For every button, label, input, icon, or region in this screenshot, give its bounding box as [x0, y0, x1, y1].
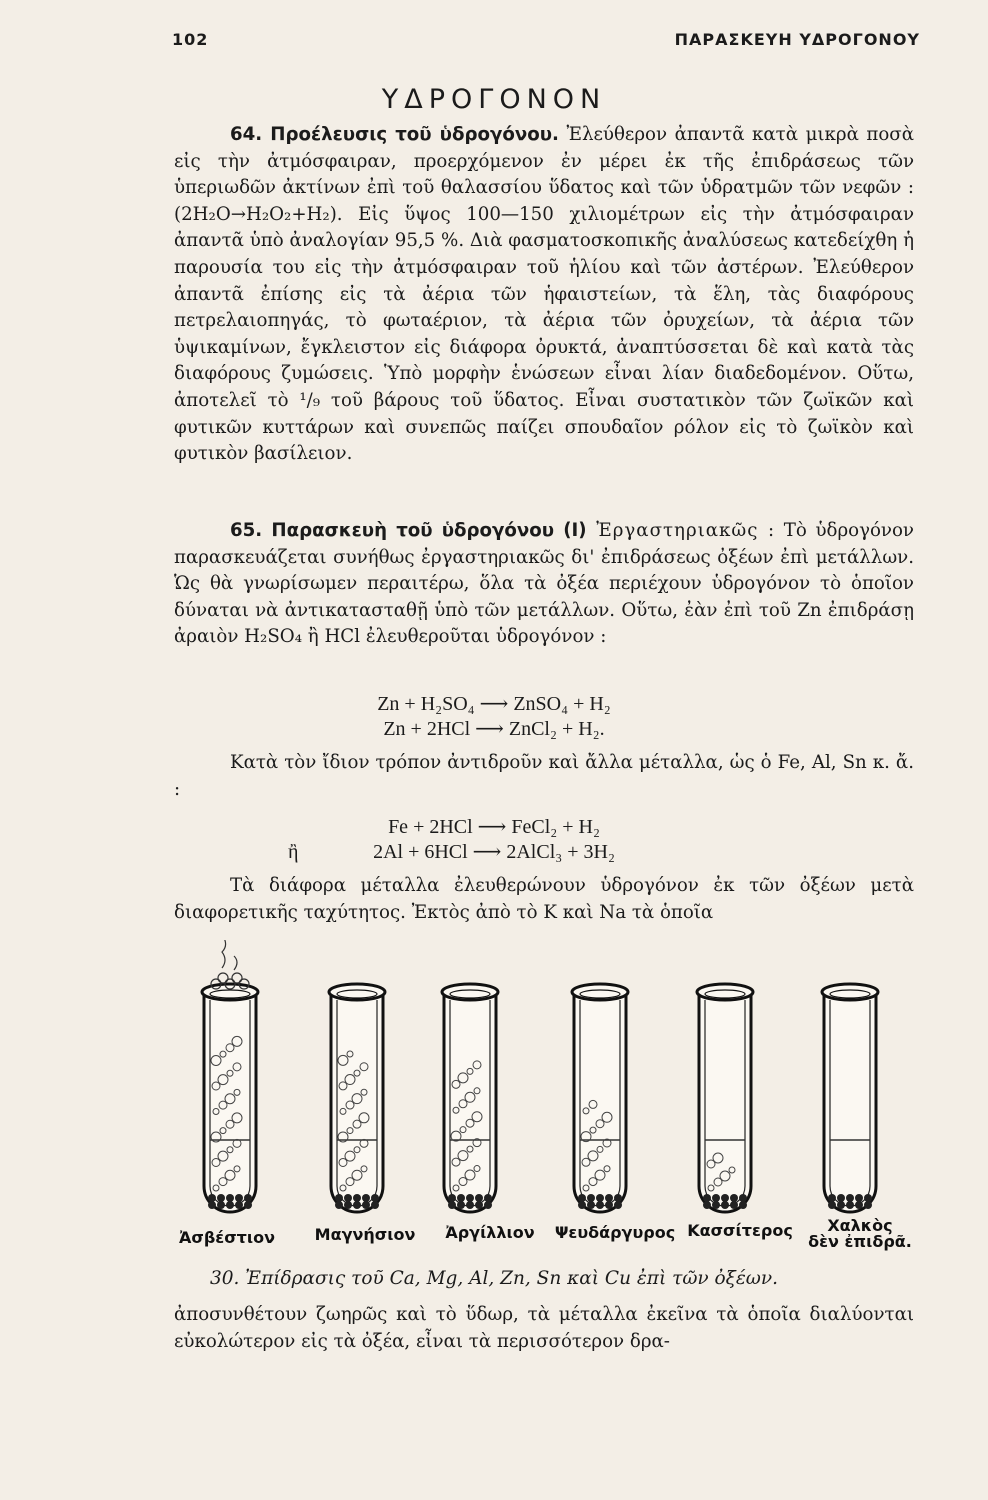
test-tube	[697, 984, 753, 1212]
paragraph-speed-text: Τὰ διάφορα μέταλλα ἐλευθερώνουν ὑδρογόνον ἐκ τῶν ὀξέων μετὰ διαφορετικῆς ταχύτητος. Ἐκτὸς ἀπὸ τὸ K καὶ Na τὰ ὁποῖα	[174, 875, 914, 923]
tube-label-zinc: Ψευδάργυρος	[554, 1223, 676, 1242]
section-65	[174, 518, 914, 651]
equation-line: Fe + 2HCl ⟶ FeCl₂ + H₂	[388, 816, 600, 838]
test-tube	[442, 984, 498, 1212]
running-title: ΠΑΡΑΣΚΕΥΗ ΥΔΡΟΓΟΝΟΥ	[674, 30, 920, 49]
equation-prefix: ἢ	[288, 841, 299, 863]
section-64	[174, 122, 914, 468]
paragraph-speed	[174, 873, 914, 926]
equations-fe-al	[0, 815, 988, 865]
equation-line: Zn + H₂SO₄ ⟶ ZnSO₄ + H₂	[377, 693, 611, 715]
paragraph-other-metals-text: Κατὰ τὸν ἴδιον τρόπον ἀντιδροῦν καὶ ἄλλα μέταλλα, ὡς ὁ Fe, Al, Sn κ. ἄ. :	[174, 752, 914, 800]
tube-label-magnesium: Μαγνήσιον	[314, 1225, 416, 1244]
figure-test-tubes	[170, 940, 930, 1270]
test-tube	[822, 984, 878, 1212]
tube-label-calcium: Ἀσβέστιον	[179, 1228, 275, 1247]
test-tube	[202, 940, 258, 1212]
page-number: 102	[172, 30, 209, 49]
test-tube	[572, 984, 628, 1212]
tube-label-copper-line2: δὲν ἐπιδρᾶ.	[808, 1232, 912, 1251]
tube-label-copper-line1: Χαλκὸς	[827, 1216, 893, 1235]
section-65-subheading: Ἐργαστηριακῶς :	[586, 520, 776, 541]
section-64-heading: 64. Προέλευσις τοῦ ὑδρογόνου.	[230, 124, 559, 145]
section-64-text: Ἐλεύθερον ἀπαντᾶ κατὰ μικρὰ ποσὰ εἰς τὴν ἀτμόσφαιραν, προερχόμενον ἐν μέρει ἐκ τῆς ἐπιδράσεως τῶν ὑπεριωδῶν ἀκτίνων ἐπὶ τοῦ θαλασσίου ὕδατος καὶ τῶν ὑδρατμῶν τῶν νεφῶν : (2H₂O→H₂O₂+H₂). Εἰς ὕψος 100—150 χιλιομέτρων εἰς τὴν ἀτμόσφαιραν ἀπαντᾶ ὑπὸ ἀναλογίαν 95,5 %. Διὰ φασματοσκοπικῆς ἀναλύσεως κατεδείχθη ἡ παρουσία του εἰς τὴν ἀτμόσφαιραν τοῦ ἡλίου καὶ τῶν ἀστέρων. Ἐλεύθερον ἀπαντᾶ ἐπίσης εἰς τὰ ἀέρια τῶν ἡφαιστείων, τὰ ἕλη, τὰς διαφόρους πετρελαιοπηγάς, τὸ φωταέριον, τὰ ἀέρια τῶν ὀρυχείων, τὰ ἀέρια τῶν ὑψικαμίνων, ἔγκλειστον εἰς διάφορα ὀρυκτά, ἀναπτύσσεται δὲ καὶ κατὰ τὰς διαφόρους ζυμώσεις. Ὑπὸ μορφὴν ἑνώσεων εἶναι λίαν διαδεδομένον. Οὕτω, ἀποτελεῖ τὸ ¹/₉ τοῦ βάρους τοῦ ὕδατος. Εἶναι συστατικὸν τῶν ζωϊκῶν καὶ φυτικῶν κυττάρων καὶ συνεπῶς παίζει σπουδαῖον ρόλον εἰς τὸ ζωϊκὸν καὶ φυτικὸν βασίλειον.	[174, 124, 914, 465]
equation-text: 2Al + 6HCl ⟶ 2AlCl₃ + 3H₂	[373, 841, 615, 863]
equation-line: Zn + 2HCl ⟶ ZnCl₂ + H₂.	[383, 718, 605, 740]
page-header	[172, 30, 920, 49]
chapter-title: ΥΔΡΟΓΟΝΟΝ	[381, 84, 607, 115]
section-65-heading: 65. Παρασκευὴ τοῦ ὑδρογόνου (I)	[230, 520, 587, 541]
paragraph-continued	[174, 1302, 914, 1355]
tube-label-aluminium: Ἀργίλλιον	[445, 1223, 535, 1242]
equation-line-2	[0, 840, 988, 865]
figure-caption: 30. Ἐπίδρασις τοῦ Ca, Mg, Al, Zn, Sn καὶ Cu ἐπὶ τῶν ὀξέων.	[210, 1268, 778, 1289]
section-65-text: Τὸ ὑδρογόνον παρασκευάζεται συνήθως ἐργαστηριακῶς δι' ἐπιδράσεως ὀξέων ἐπὶ μετάλλων. Ὡς θὰ γνωρίσωμεν περαιτέρω, ὅλα τὰ ὀξέα περιέχουν ὑδρογόνον τὸ ὁποῖον δύναται νὰ ἀντικατασταθῇ ὑπὸ τῶν μετάλλων. Οὕτω, ἐὰν ἐπὶ τοῦ Zn ἐπιδράσῃ ἀραιὸν H₂SO₄ ἢ HCl ἐλευθεροῦται ὑδρογόνον :	[174, 520, 914, 648]
equations-zinc	[0, 692, 988, 742]
paragraph-continued-text: ἀποσυνθέτουν ζωηρῶς καὶ τὸ ὕδωρ, τὰ μέταλλα ἐκεῖνα τὰ ὁποῖα διαλύονται εὐκολώτερον εἰς τὰ ὀξέα, εἶναι τὰ περισσότερον δρα-	[174, 1304, 914, 1352]
paragraph-other-metals	[174, 750, 914, 803]
tube-label-tin: Κασσίτερος	[687, 1221, 793, 1240]
test-tube	[329, 984, 385, 1212]
tube-label-copper	[800, 1218, 920, 1250]
